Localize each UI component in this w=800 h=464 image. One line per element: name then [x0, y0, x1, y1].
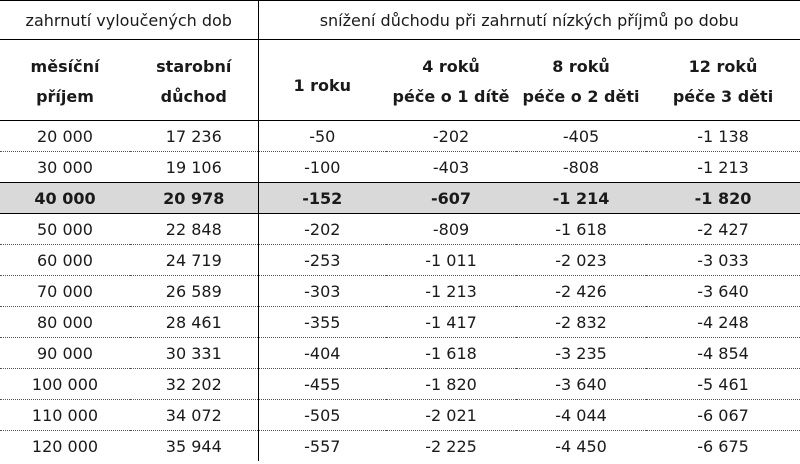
- reduction-4-years-cell: -2 021: [386, 400, 516, 431]
- old-age-pension-cell: 32 202: [130, 369, 258, 400]
- reduction-8-years-cell: -3 640: [516, 369, 646, 400]
- reduction-8-years-cell: -1 214: [516, 183, 646, 214]
- monthly-income-cell: 110 000: [0, 400, 130, 431]
- col-header-pension-line2: důchod: [130, 82, 258, 121]
- reduction-1-year-cell: -404: [258, 338, 386, 369]
- reduction-4-years-cell: -403: [386, 152, 516, 183]
- table-row: [0, 152, 800, 183]
- table-row: [0, 276, 800, 307]
- monthly-income-cell: 60 000: [0, 245, 130, 276]
- reduction-12-years-cell: -1 213: [646, 152, 800, 183]
- col-header-1-year: 1 roku: [258, 40, 386, 121]
- reduction-8-years-cell: -808: [516, 152, 646, 183]
- reduction-8-years-cell: -3 235: [516, 338, 646, 369]
- reduction-4-years-cell: -1 820: [386, 369, 516, 400]
- reduction-1-year-cell: -152: [258, 183, 386, 214]
- old-age-pension-cell: 17 236: [130, 121, 258, 152]
- group-header-excluded-periods: zahrnutí vyloučených dob: [0, 1, 258, 40]
- reduction-4-years-cell: -809: [386, 214, 516, 245]
- reduction-4-years-cell: -1 618: [386, 338, 516, 369]
- table-row: [0, 431, 800, 462]
- reduction-1-year-cell: -455: [258, 369, 386, 400]
- monthly-income-cell: 80 000: [0, 307, 130, 338]
- reduction-1-year-cell: -100: [258, 152, 386, 183]
- old-age-pension-cell: 35 944: [130, 431, 258, 462]
- col-header-income-line2: příjem: [0, 82, 130, 121]
- group-header-pension-reduction: snížení důchodu při zahrnutí nízkých příjmů po dobu: [258, 1, 800, 40]
- col-header-12-years-line1: 12 roků: [688, 57, 758, 76]
- col-header-12-years-line2: péče 3 děti: [646, 82, 800, 121]
- reduction-8-years-cell: -405: [516, 121, 646, 152]
- reduction-4-years-cell: -1 417: [386, 307, 516, 338]
- monthly-income-cell: 90 000: [0, 338, 130, 369]
- reduction-12-years-cell: -6 675: [697, 436, 749, 456]
- reduction-1-year-cell: -505: [258, 400, 386, 431]
- reduction-12-years-cell: -2 427: [646, 214, 800, 245]
- reduction-8-years-cell: -2 426: [516, 276, 646, 307]
- monthly-income-cell: 30 000: [0, 152, 130, 183]
- col-header-income-line1: měsíční: [30, 57, 100, 76]
- table-row: [0, 369, 800, 400]
- col-header-8-years-line2: péče o 2 děti: [516, 82, 646, 121]
- monthly-income-cell: 40 000: [0, 183, 130, 214]
- reduction-12-years-cell: -3 640: [646, 276, 800, 307]
- old-age-pension-cell: 24 719: [130, 245, 258, 276]
- reduction-1-year-cell: -50: [258, 121, 386, 152]
- reduction-1-year-cell: -202: [258, 214, 386, 245]
- reduction-12-years-cell: -1 820: [646, 183, 800, 214]
- col-header-4-years-line2: péče o 1 dítě: [386, 82, 516, 121]
- table-row: [0, 307, 800, 338]
- reduction-12-years-cell: -4 854: [646, 338, 800, 369]
- reduction-4-years-cell: -2 225: [425, 436, 477, 456]
- table-row: [0, 121, 800, 152]
- reduction-8-years-cell: -2 832: [516, 307, 646, 338]
- reduction-4-years-cell: -202: [386, 121, 516, 152]
- reduction-12-years-cell: -3 033: [646, 245, 800, 276]
- old-age-pension-cell: 28 461: [130, 307, 258, 338]
- monthly-income-cell: 70 000: [0, 276, 130, 307]
- reduction-12-years-cell: -5 461: [646, 369, 800, 400]
- old-age-pension-cell: 26 589: [130, 276, 258, 307]
- reduction-8-years-cell: -2 023: [516, 245, 646, 276]
- monthly-income-cell: 20 000: [0, 121, 130, 152]
- table-body: [0, 121, 800, 462]
- reduction-1-year-cell: -355: [258, 307, 386, 338]
- old-age-pension-cell: 30 331: [130, 338, 258, 369]
- reduction-1-year-cell: -253: [258, 245, 386, 276]
- reduction-8-years-cell: -1 618: [516, 214, 646, 245]
- reduction-4-years-cell: -1 011: [386, 245, 516, 276]
- table-row: [0, 245, 800, 276]
- monthly-income-cell: 100 000: [0, 369, 130, 400]
- reduction-1-year-cell: -557: [304, 436, 341, 456]
- monthly-income-cell: 120 000: [31, 436, 99, 456]
- reduction-12-years-cell: -4 248: [646, 307, 800, 338]
- monthly-income-cell: 50 000: [0, 214, 130, 245]
- old-age-pension-cell: 22 848: [130, 214, 258, 245]
- old-age-pension-cell: 20 978: [130, 183, 258, 214]
- col-header-4-years-line1: 4 roků: [422, 57, 480, 76]
- table-row: [0, 183, 800, 214]
- reduction-12-years-cell: -6 067: [646, 400, 800, 431]
- table-row: [0, 214, 800, 245]
- reduction-12-years-cell: -1 138: [646, 121, 800, 152]
- table-row: [0, 338, 800, 369]
- col-header-8-years-line1: 8 roků: [552, 57, 610, 76]
- reduction-4-years-cell: -1 213: [386, 276, 516, 307]
- table-row: [0, 400, 800, 431]
- old-age-pension-cell: 34 072: [130, 400, 258, 431]
- reduction-8-years-cell: -4 044: [516, 400, 646, 431]
- old-age-pension-cell: 19 106: [130, 152, 258, 183]
- reduction-8-years-cell: -4 450: [555, 436, 607, 456]
- col-header-pension-line1: starobní: [130, 40, 258, 83]
- reduction-1-year-cell: -303: [258, 276, 386, 307]
- reduction-4-years-cell: -607: [386, 183, 516, 214]
